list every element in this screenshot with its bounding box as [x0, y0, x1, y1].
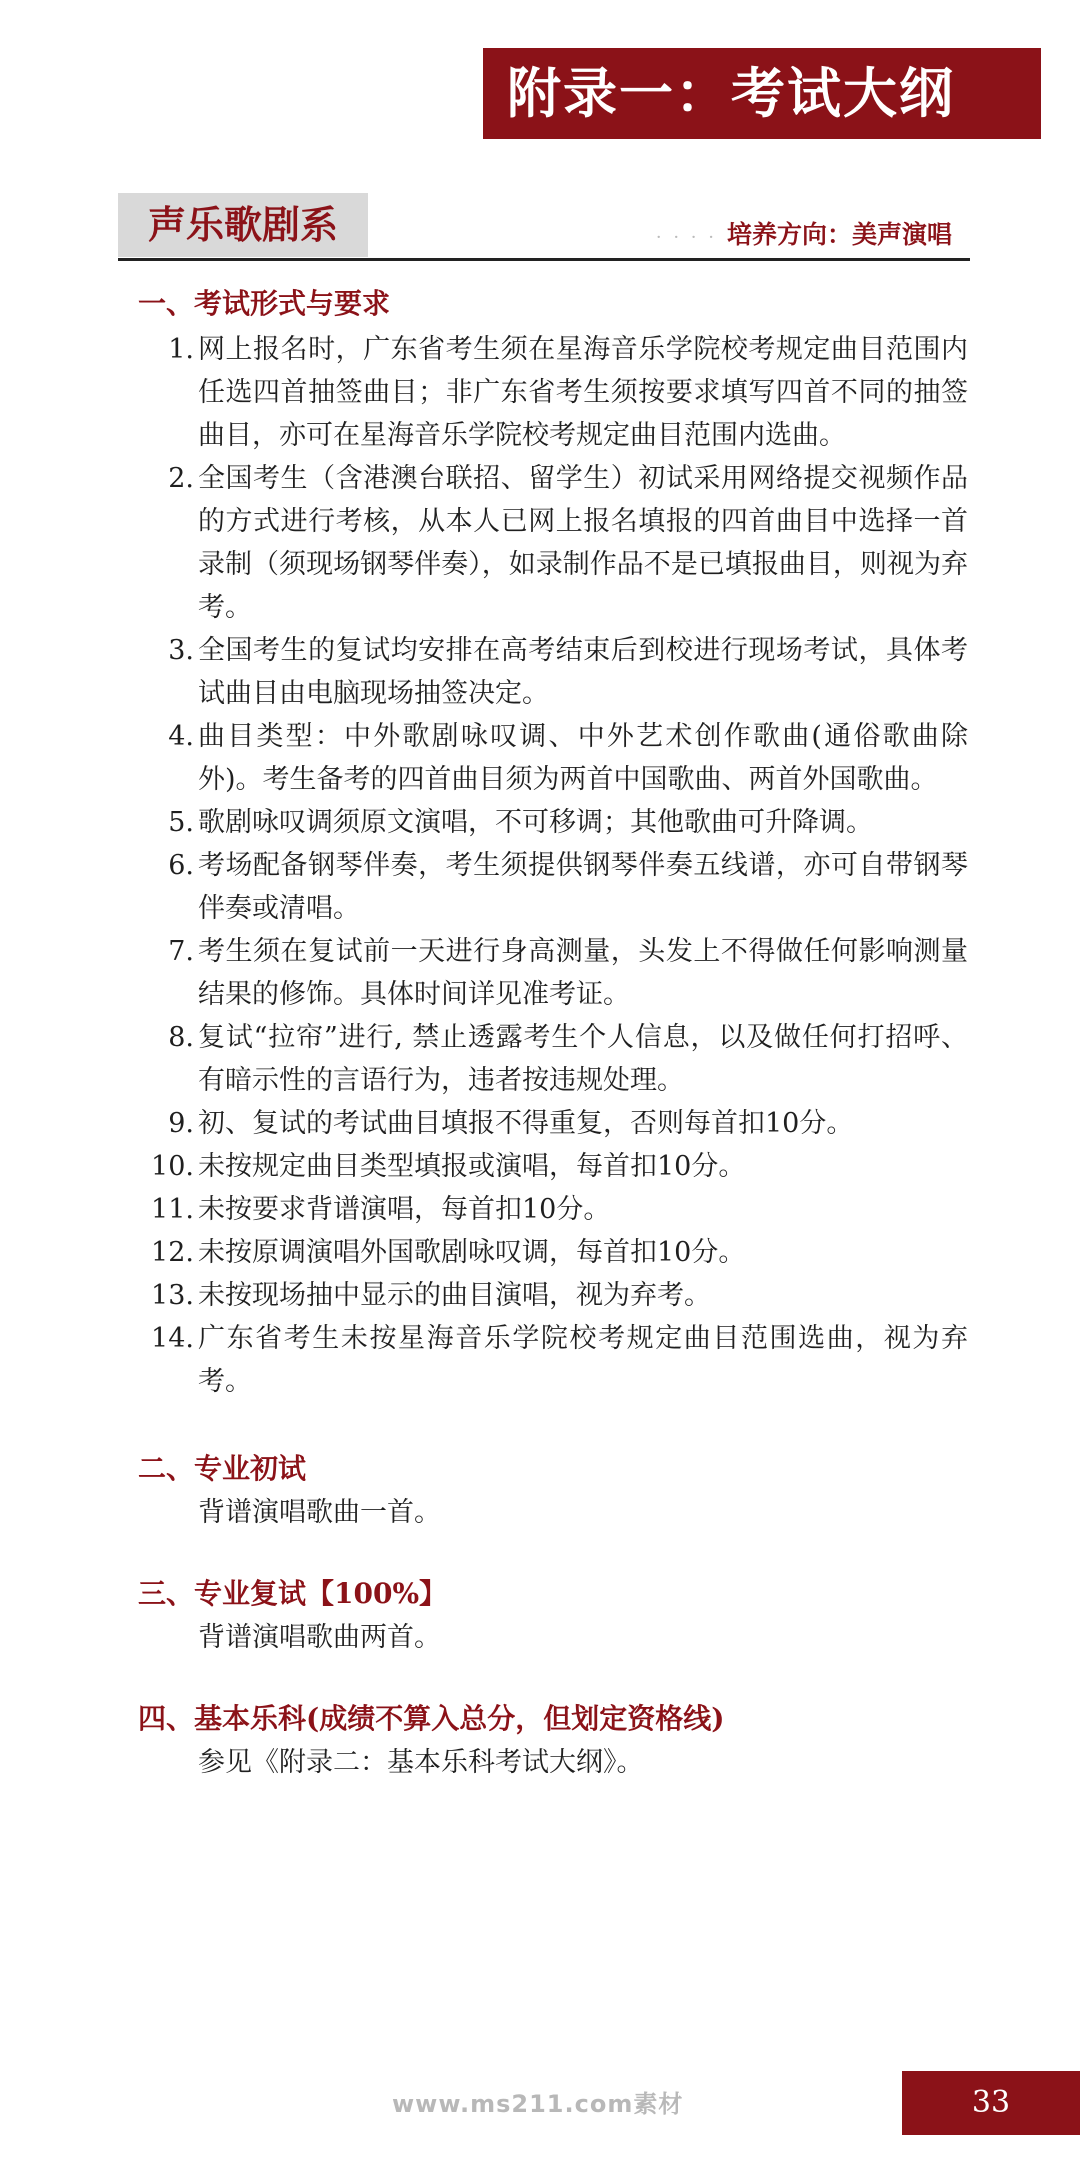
- page-number: 33: [902, 2071, 1080, 2135]
- requirement-text: 考场配备钢琴伴奏，考生须提供钢琴伴奏五线谱，亦可自带钢琴伴奏或清唱。: [198, 850, 968, 924]
- section-title-preliminary: 二、专业初试: [138, 1452, 307, 1485]
- section-title-exam-format: 一、考试形式与要求: [138, 287, 391, 320]
- requirement-text: 网上报名时，广东省考生须在星海音乐学院校考规定曲目范围内任选四首抽签曲目；非广东省考生须按要求填写四首不同的抽签曲目，亦可在星海音乐学院校考规定曲目范围内选曲。: [198, 334, 968, 451]
- requirement-item: [138, 1145, 968, 1188]
- training-direction-label: 培养方向：美声演唱: [726, 220, 952, 249]
- requirement-number: 10.: [151, 1151, 194, 1182]
- header-divider: [118, 258, 970, 261]
- requirement-text: 歌剧咏叹调须原文演唱，不可移调；其他歌曲可升降调。: [198, 807, 873, 838]
- watermark: www.ms211.com素材: [392, 2090, 684, 2118]
- requirement-number: 1.: [168, 334, 194, 365]
- requirement-number: 7.: [168, 936, 194, 967]
- requirement-item: [138, 715, 968, 801]
- requirements-list: [138, 328, 968, 1403]
- outline-content: [138, 282, 968, 1784]
- requirement-text: 未按要求背谱演唱，每首扣10分。: [198, 1194, 611, 1225]
- requirement-item: [138, 1317, 968, 1403]
- requirement-item: [138, 801, 968, 844]
- requirement-number: 13.: [151, 1280, 194, 1311]
- requirement-text: 初、复试的考试曲目填报不得重复，否则每首扣10分。: [198, 1108, 854, 1139]
- requirement-item: [138, 930, 968, 1016]
- requirement-text: 未按原调演唱外国歌剧咏叹调，每首扣10分。: [198, 1237, 746, 1268]
- requirement-text: 广东省考生未按星海音乐学院校考规定曲目范围选曲，视为弃考。: [198, 1323, 968, 1397]
- requirement-number: 4.: [168, 721, 194, 752]
- section-body-preliminary: 背谱演唱歌曲一首。: [198, 1497, 441, 1528]
- requirement-number: 6.: [168, 850, 194, 881]
- requirement-item: [138, 1274, 968, 1317]
- requirement-text: 曲目类型：中外歌剧咏叹调、中外艺术创作歌曲(通俗歌曲除外)。考生备考的四首曲目须为两首中国歌曲、两首外国歌曲。: [198, 721, 968, 795]
- requirement-number: 11.: [151, 1194, 194, 1225]
- requirement-number: 8.: [168, 1022, 194, 1053]
- requirement-item: [138, 1231, 968, 1274]
- requirement-number: 3.: [168, 635, 194, 666]
- decorative-dots: · · · ·: [655, 227, 717, 248]
- training-direction: [656, 215, 952, 258]
- requirement-text: 考生须在复试前一天进行身高测量，头发上不得做任何影响测量结果的修饰。具体时间详见准考证。: [198, 936, 968, 1010]
- requirement-item: [138, 328, 968, 457]
- requirement-text: 复试“拉帘”进行, 禁止透露考生个人信息，以及做任何打招呼、有暗示性的言语行为，违者按违规处理。: [198, 1022, 968, 1096]
- requirement-number: 5.: [168, 807, 194, 838]
- requirement-number: 12.: [151, 1237, 194, 1268]
- requirement-item: [138, 1016, 968, 1102]
- requirement-item: [138, 629, 968, 715]
- section-body-retest: 背谱演唱歌曲两首。: [198, 1622, 441, 1653]
- section-body-basic-music: 参见《附录二：基本乐科考试大纲》。: [198, 1747, 644, 1778]
- requirement-text: 未按现场抽中显示的曲目演唱，视为弃考。: [198, 1280, 711, 1311]
- requirement-item: [138, 1188, 968, 1231]
- requirement-text: 全国考生（含港澳台联招、留学生）初试采用网络提交视频作品的方式进行考核，从本人已网上报名填报的四首曲目中选择一首录制（须现场钢琴伴奏），如录制作品不是已填报曲目，则视为弃考。: [198, 463, 968, 623]
- requirement-number: 14.: [151, 1323, 194, 1354]
- requirement-number: 9.: [168, 1108, 194, 1139]
- department-name: 声乐歌剧系: [118, 193, 368, 257]
- section-title-retest: 三、专业复试【100%】: [138, 1577, 448, 1610]
- requirement-item: [138, 457, 968, 629]
- requirement-item: [138, 1102, 968, 1145]
- appendix-title-banner: 附录一：考试大纲: [483, 48, 1041, 139]
- section-title-basic-music: 四、基本乐科(成绩不算入总分，但划定资格线): [138, 1702, 725, 1735]
- requirement-item: [138, 844, 968, 930]
- requirement-number: 2.: [168, 463, 194, 494]
- requirement-text: 未按规定曲目类型填报或演唱，每首扣10分。: [198, 1151, 746, 1182]
- requirement-text: 全国考生的复试均安排在高考结束后到校进行现场考试，具体考试曲目由电脑现场抽签决定。: [198, 635, 968, 709]
